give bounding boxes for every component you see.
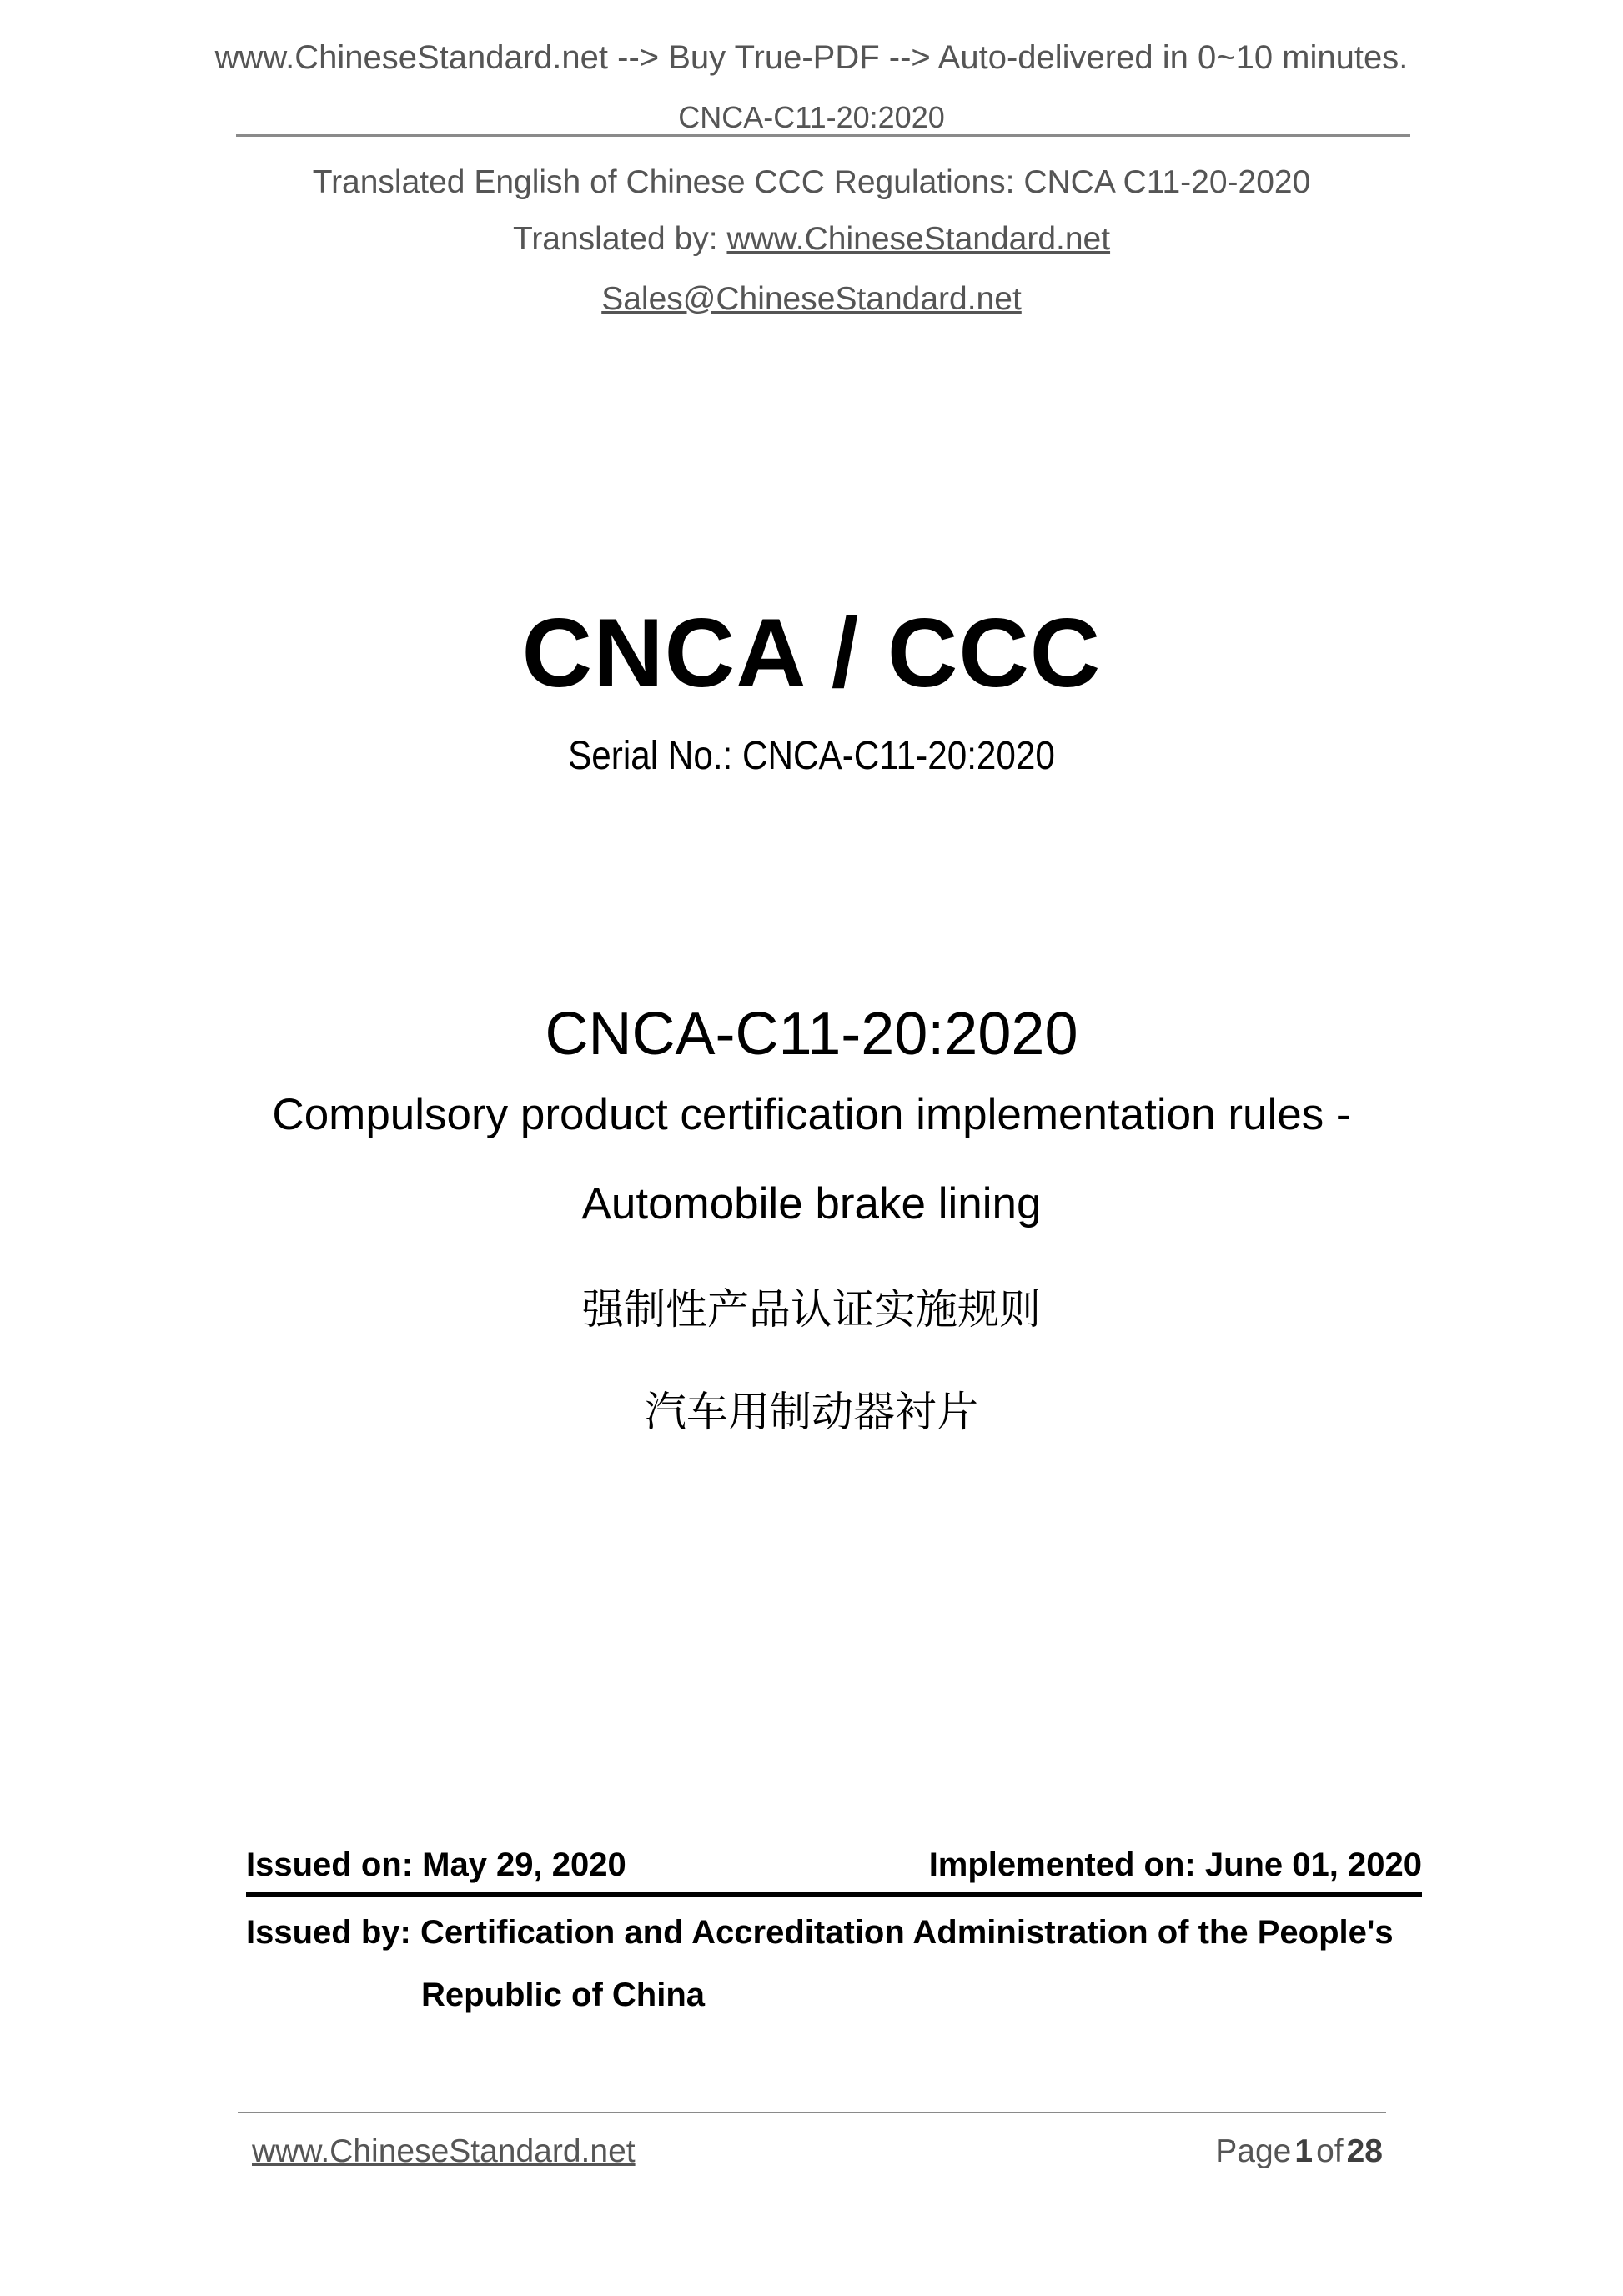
chinese-title: 强制性产品认证实施规则 xyxy=(582,1286,1041,1333)
page-current: 1 xyxy=(1294,2133,1314,2169)
issued-by-line1: Issued by: Certification and Accreditation Administration of the People's xyxy=(246,1914,1394,1951)
issued-on-date: Issued on: May 29, 2020 xyxy=(246,1846,626,1883)
issue-divider xyxy=(246,1892,1422,1897)
footer-divider xyxy=(238,2112,1386,2113)
page-total: 28 xyxy=(1346,2133,1383,2169)
translated-english-line: Translated English of Chinese CCC Regulations: CNCA C11-20-2020 xyxy=(312,164,1311,200)
footer-site-link[interactable]: www.ChineseStandard.net xyxy=(252,2133,636,2169)
standard-title-line1: Compulsory product certification implementation rules - xyxy=(272,1090,1351,1139)
header-doc-code: CNCA-C11-20:2020 xyxy=(678,100,945,134)
standard-title-line2: Automobile brake lining xyxy=(581,1179,1042,1228)
page-indicator xyxy=(1215,2135,1386,2168)
header-divider xyxy=(236,134,1410,137)
translated-by-label: Translated by: xyxy=(512,221,727,257)
standard-code: CNCA-C11-20:2020 xyxy=(545,1001,1078,1068)
promo-banner: www.ChineseStandard.net --> Buy True-PDF --> Auto-delivered in 0~10 minutes. xyxy=(214,39,1409,76)
implemented-on-date: Implemented on: June 01, 2020 xyxy=(928,1846,1422,1883)
chinese-subtitle: 汽车用制动器衬片 xyxy=(645,1389,978,1435)
of-word: of xyxy=(1316,2133,1344,2169)
main-title: CNCA / CCC xyxy=(521,598,1102,707)
issued-by-line2: Republic of China xyxy=(421,1977,705,2013)
serial-number-line: Serial No.: CNCA-C11-20:2020 xyxy=(568,734,1055,778)
page-word: Page xyxy=(1215,2133,1292,2169)
sales-email-line xyxy=(0,283,1623,315)
sales-email-link[interactable]: Sales@ChineseStandard.net xyxy=(601,281,1022,317)
translated-by-line xyxy=(0,223,1623,255)
translated-by-link[interactable]: www.ChineseStandard.net xyxy=(726,221,1111,257)
